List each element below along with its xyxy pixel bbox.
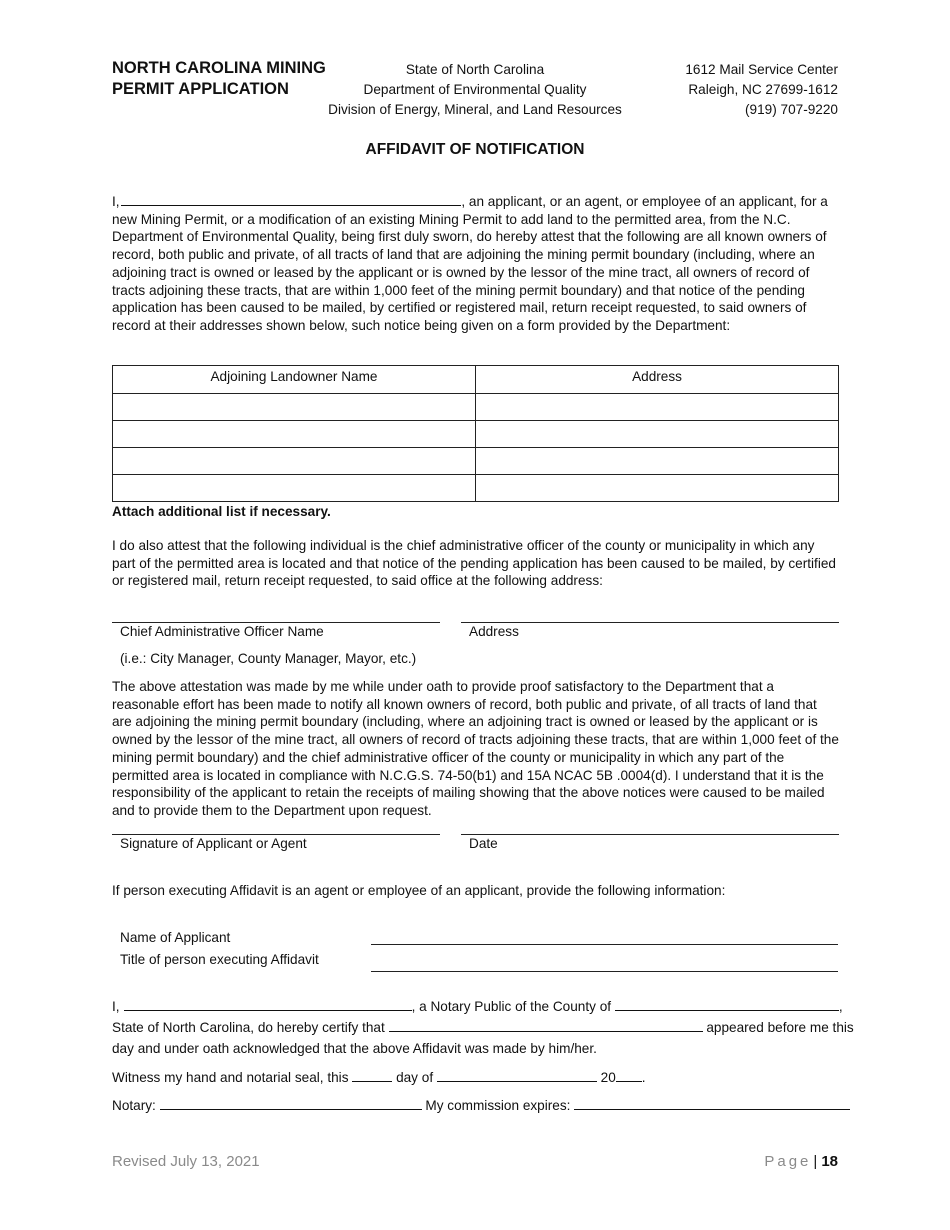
date-label: Date: [469, 836, 498, 851]
page-word: Page: [764, 1153, 812, 1170]
notary-name-field[interactable]: [124, 998, 412, 1011]
cao-name-line[interactable]: [112, 622, 440, 623]
notary-signature-field[interactable]: [160, 1097, 422, 1110]
table-row: [113, 421, 839, 448]
applicant-name-line[interactable]: [371, 944, 838, 945]
landowner-address-cell[interactable]: [476, 475, 839, 502]
landowner-address-cell[interactable]: [476, 448, 839, 475]
witness-year-prefix: 20: [600, 1070, 616, 1085]
revision-date: Revised July 13, 2021: [112, 1153, 260, 1170]
witness-month-field[interactable]: [437, 1069, 597, 1082]
commission-expires-field[interactable]: [574, 1097, 850, 1110]
form-title-line2: PERMIT APPLICATION: [112, 80, 289, 98]
affiant-name-field[interactable]: [121, 193, 461, 206]
affiant-title-label: Title of person executing Affidavit: [120, 952, 319, 967]
witness-period: .: [641, 1070, 646, 1085]
cao-address-line[interactable]: [461, 622, 839, 623]
address-block: [685, 60, 838, 120]
table-row: [113, 475, 839, 502]
landowner-table: [112, 365, 839, 502]
witness-text: Witness my hand and notarial seal, this: [112, 1070, 349, 1085]
signature-line[interactable]: [112, 834, 440, 835]
agency-department: Department of Environmental Quality: [363, 82, 587, 97]
agency-state: State of North Carolina: [405, 62, 545, 77]
page-number: 18: [821, 1153, 838, 1170]
intro-paragraph: [112, 193, 840, 335]
signature-label: Signature of Applicant or Agent: [120, 836, 307, 851]
column-header-address: Address: [476, 366, 839, 394]
form-title-block: [112, 58, 326, 100]
landowner-name-cell[interactable]: [113, 421, 476, 448]
attestation-paragraph: The above attestation was made by me while under oath to provide proof satisfactory to the Department that a reasonable effort has been made to notify all known owners of record, both public and private, of all tracts of land that are adjoining the mining permit boundary (including, where an adjoining tract is owned or leased by the applicant or is owned by the lessor of the mine tract, all owners of record of tracts adjoining these tracts, that are within 1,000 feet of the mining permit boundary) and the chief administrative officer of the county or municipality in which any part of the permitted area is located in compliance with N.C.G.S. 74-50(b1) and 15A NCAC 5B .0004(d). I understand that it is the responsibility of the applicant to retain the receipts of mailing showing that the above notices were caused to be mailed and to provide them to the Department upon request.: [112, 679, 839, 818]
table-row: [113, 448, 839, 475]
notary-line2: [112, 1019, 854, 1035]
notary-appeared-text: appeared before me this: [706, 1020, 854, 1035]
cao-name-label: Chief Administrative Officer Name: [120, 624, 324, 639]
affiant-title-line[interactable]: [371, 971, 838, 972]
landowner-name-cell[interactable]: [113, 475, 476, 502]
page-title: AFFIDAVIT OF NOTIFICATION: [365, 141, 585, 158]
page-separator: |: [813, 1153, 818, 1170]
intro-prefix: I,: [112, 194, 120, 209]
notary-county-text: , a Notary Public of the County of: [411, 999, 612, 1014]
agency-block: [310, 60, 640, 120]
witness-year-field[interactable]: [616, 1069, 642, 1082]
address-line2: Raleigh, NC 27699-1612: [688, 82, 838, 97]
cao-address-label: Address: [469, 624, 519, 639]
cao-examples: (i.e.: City Manager, County Manager, Mayor, etc.): [120, 651, 417, 666]
notary-label: Notary:: [112, 1098, 156, 1113]
table-row: [113, 394, 839, 421]
notary-county-field[interactable]: [615, 998, 839, 1011]
table-header-row: [113, 366, 839, 394]
applicant-name-label: Name of Applicant: [120, 930, 231, 945]
attach-note: Attach additional list if necessary.: [112, 504, 331, 519]
landowner-address-cell[interactable]: [476, 394, 839, 421]
witness-line: [112, 1069, 646, 1085]
form-title-line1: NORTH CAROLINA MINING: [112, 59, 326, 77]
witness-day-of: day of: [396, 1070, 434, 1085]
agent-note: If person executing Affidavit is an agent or employee of an applicant, provide the following information:: [112, 883, 726, 898]
intro-body: new Mining Permit, or a modification of an existing Mining Permit to add land to the permitted area, from the N.C. Department of Environmental Quality, being first duly sworn, do hereby attest that the following are all known owners of record, both public and private, of all tracts of land that are adjoining the mining permit boundary (including, where an adjoining tract is owned or leased by the applicant or is owned by the lessor of the mine tract, all owners of record of tracts adjoining these tracts, that are within 1,000 feet of the mining permit boundary) and that notice of the pending application has been caused to be mailed, by certified or registered mail, return receipt requested, to said owners of record at their addresses shown below, such notice being given on a form provided by the Department:: [112, 211, 827, 333]
column-header-name: Adjoining Landowner Name: [113, 366, 476, 394]
landowner-name-cell[interactable]: [113, 394, 476, 421]
cao-paragraph: I do also attest that the following individual is the chief administrative officer of the county or municipality in which any part of the permitted area is located and that notice of the pending application has been caused to be mailed, by certified or registered mail, return receipt requested, to said office at the following address:: [112, 538, 836, 589]
landowner-name-cell[interactable]: [113, 448, 476, 475]
intro-first-line: , an applicant, or an agent, or employee of an applicant, for a: [461, 194, 828, 209]
witness-day-field[interactable]: [352, 1069, 392, 1082]
notary-i: I,: [112, 999, 120, 1014]
address-phone: (919) 707-9220: [745, 102, 838, 117]
commission-label: My commission expires:: [425, 1098, 571, 1113]
notary-line1: [112, 998, 843, 1014]
notary-certify-text: State of North Carolina, do hereby certify that: [112, 1020, 385, 1035]
notary-line3: day and under oath acknowledged that the above Affidavit was made by him/her.: [112, 1041, 597, 1056]
notary-line1-comma: ,: [838, 999, 843, 1014]
landowner-address-cell[interactable]: [476, 421, 839, 448]
agency-division: Division of Energy, Mineral, and Land Resources: [328, 102, 622, 117]
notary-signature-line: [112, 1097, 840, 1113]
page-indicator: [764, 1153, 838, 1170]
date-line[interactable]: [461, 834, 839, 835]
address-line1: 1612 Mail Service Center: [685, 62, 838, 77]
appeared-person-field[interactable]: [389, 1019, 703, 1032]
